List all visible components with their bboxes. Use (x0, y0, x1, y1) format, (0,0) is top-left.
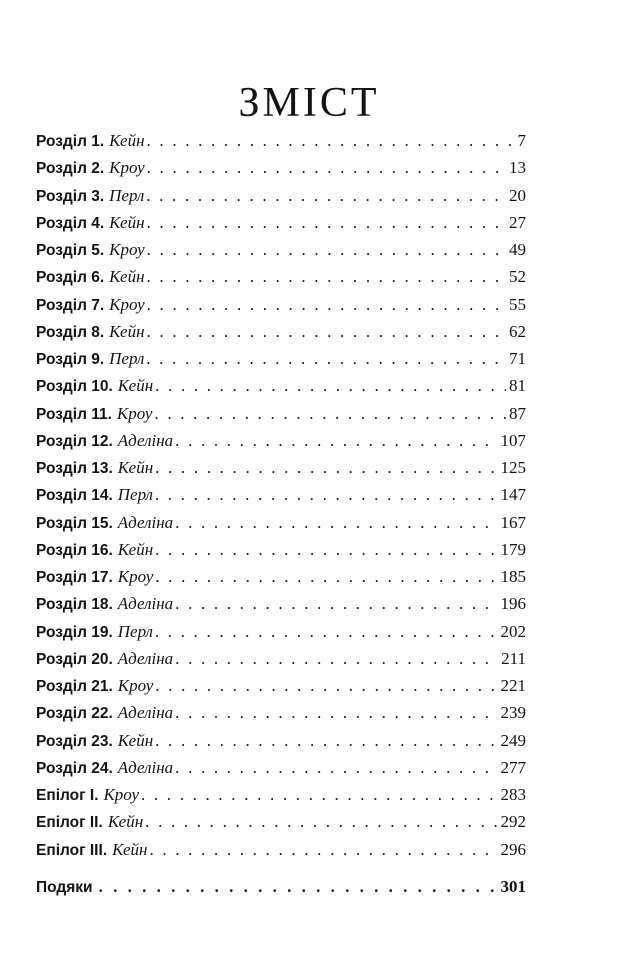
chapter-separator: . (108, 759, 113, 777)
toc-entry[interactable] (36, 481, 526, 508)
dot-leader (146, 345, 506, 372)
dot-leader (147, 209, 506, 236)
chapter-separator: . (99, 296, 105, 314)
chapter-narrator: Кейн (117, 376, 154, 396)
page-number: 20 (509, 185, 526, 205)
page-number: 125 (500, 458, 526, 477)
chapter-separator: . (108, 487, 113, 505)
page-number: 283 (500, 785, 526, 804)
chapter-separator: . (108, 460, 113, 477)
chapter-separator: . (102, 841, 108, 859)
dot-leader (147, 154, 506, 181)
dot-leader (155, 536, 497, 563)
chapter-narrator: Кейн (117, 730, 154, 750)
page-number: 249 (500, 730, 526, 750)
dot-leader (155, 481, 498, 508)
toc-entry[interactable] (36, 618, 526, 645)
page-number: 147 (500, 485, 526, 505)
page-number: 292 (500, 812, 526, 832)
chapter-separator: . (108, 569, 113, 586)
chapter-separator: . (107, 405, 112, 423)
toc-entry[interactable] (36, 209, 526, 236)
dot-leader (175, 645, 498, 672)
toc-entry[interactable] (36, 754, 526, 781)
dot-leader (147, 291, 506, 318)
page-title: ЗМІСТ (238, 80, 380, 126)
dot-leader (155, 372, 506, 399)
chapter-separator: . (99, 214, 105, 232)
page-number: 211 (501, 648, 526, 668)
page-number: 27 (509, 212, 526, 232)
chapter-separator: . (108, 705, 113, 723)
chapter-label: Розділ 19 (36, 623, 109, 641)
chapter-label: Розділ 18 (36, 596, 109, 614)
dot-leader (99, 873, 498, 900)
dot-leader (147, 318, 506, 345)
toc-entry[interactable] (36, 563, 526, 590)
toc-entry[interactable] (36, 727, 526, 754)
chapter-label: Розділ 14 (36, 487, 109, 505)
chapter-separator: . (99, 187, 105, 205)
chapter-narrator: Аделіна (117, 703, 174, 723)
chapter-narrator: Аделіна (117, 757, 174, 777)
toc-entry[interactable] (36, 536, 526, 563)
toc-entry[interactable] (36, 590, 526, 617)
dot-leader (175, 427, 497, 454)
chapter-label: Розділ 5 (36, 242, 100, 259)
chapter-label: Розділ 21 (36, 678, 109, 695)
toc-entry[interactable] (36, 236, 526, 263)
dot-leader (155, 618, 498, 645)
toc-entry[interactable] (36, 836, 526, 863)
chapter-narrator: Перл (117, 485, 153, 505)
dot-leader (155, 563, 497, 590)
entry-label: Подяки (36, 879, 93, 896)
chapter-separator: . (108, 650, 113, 668)
toc-entry[interactable] (36, 182, 526, 209)
chapter-label: Розділ 20 (36, 650, 109, 668)
chapter-separator: . (99, 269, 105, 287)
chapter-separator: . (99, 323, 105, 341)
chapter-narrator: Кроу (109, 240, 145, 259)
toc-entry[interactable] (36, 318, 526, 345)
chapter-narrator: Кейн (117, 458, 154, 477)
table-of-contents (36, 127, 526, 863)
toc-entry[interactable] (36, 672, 526, 699)
chapter-label: Розділ 4 (36, 214, 100, 232)
dot-leader (175, 754, 497, 781)
chapter-narrator: Кейн (109, 212, 145, 232)
chapter-label: Розділ 11 (36, 405, 108, 423)
chapter-label: Розділ 22 (36, 705, 109, 723)
toc-entry[interactable] (36, 154, 526, 181)
chapter-label: Розділ 12 (36, 432, 109, 450)
chapter-narrator: Кроу (109, 158, 145, 178)
chapter-separator: . (99, 133, 105, 150)
chapter-separator: . (108, 623, 113, 641)
dot-leader (155, 672, 497, 699)
toc-entry[interactable] (36, 372, 526, 399)
page-number: 179 (500, 539, 526, 559)
page-number: 221 (500, 676, 526, 695)
chapter-separator: . (108, 732, 113, 750)
page-number: 167 (500, 512, 526, 532)
dot-leader (175, 699, 497, 726)
toc-entry[interactable] (36, 808, 526, 835)
chapter-label: Розділ 2 (36, 160, 100, 178)
chapter-label: Розділ 13 (36, 460, 109, 477)
toc-entry[interactable] (36, 345, 526, 372)
dot-leader (147, 127, 515, 154)
page-number: 49 (509, 240, 526, 259)
chapter-separator: . (98, 814, 103, 832)
chapter-label: Епілог ІІ (36, 814, 99, 832)
page-number: 196 (500, 594, 526, 614)
chapter-label: Розділ 3 (36, 187, 100, 205)
chapter-label: Розділ 8 (36, 323, 100, 341)
chapter-narrator: Кроу (103, 785, 139, 804)
chapter-separator: . (99, 160, 105, 178)
toc-entry[interactable] (36, 645, 526, 672)
dot-leader (141, 781, 498, 808)
toc-entry[interactable] (36, 454, 526, 481)
chapter-narrator: Аделіна (117, 512, 174, 532)
dot-leader (155, 727, 497, 754)
page-number: 55 (509, 294, 526, 314)
chapter-separator: . (108, 432, 113, 450)
chapter-narrator: Кейн (107, 812, 144, 832)
chapter-label: Розділ 1 (36, 133, 100, 150)
chapter-label: Розділ 10 (36, 378, 109, 396)
chapter-narrator: Кейн (117, 539, 154, 559)
toc-entry[interactable] (36, 781, 526, 808)
chapter-separator: . (94, 787, 99, 804)
chapter-narrator: Аделіна (117, 430, 174, 450)
chapter-label: Епілог ІІІ (36, 841, 103, 859)
chapter-label: Розділ 23 (36, 732, 109, 750)
toc-entry[interactable] (36, 127, 526, 154)
chapter-separator: . (108, 678, 113, 695)
chapter-narrator: Аделіна (117, 594, 174, 614)
page-number: 239 (500, 703, 526, 723)
page-number: 185 (500, 567, 526, 586)
page-number: 62 (509, 321, 526, 341)
chapter-narrator: Кейн (109, 321, 145, 341)
page-number: 87 (509, 403, 526, 423)
chapter-separator: . (108, 378, 113, 396)
chapter-narrator: Кейн (109, 131, 145, 150)
chapter-narrator: Перл (109, 185, 145, 205)
chapter-label: Розділ 15 (36, 514, 109, 532)
chapter-label: Розділ 16 (36, 541, 109, 559)
chapter-label: Розділ 17 (36, 569, 109, 586)
chapter-label: Розділ 6 (36, 269, 100, 287)
toc-entry[interactable] (36, 400, 526, 427)
toc-entry-acknowledgements[interactable] (36, 873, 526, 901)
chapter-narrator: Перл (109, 349, 145, 368)
dot-leader (146, 182, 506, 209)
page-number: 81 (509, 376, 526, 396)
chapter-narrator: Кроу (117, 567, 154, 586)
toc-entry[interactable] (36, 699, 526, 726)
chapter-label: Епілог І (36, 787, 95, 804)
dot-leader (147, 236, 506, 263)
chapter-label: Розділ 9 (36, 351, 100, 368)
chapter-narrator: Перл (117, 621, 153, 641)
page-number: 7 (517, 131, 526, 150)
dot-leader (155, 454, 497, 481)
chapter-separator: . (99, 351, 105, 368)
dot-leader (149, 836, 497, 863)
toc-entry[interactable] (36, 509, 526, 536)
chapter-separator: . (99, 242, 105, 259)
dot-leader (175, 509, 497, 536)
chapter-narrator: Кейн (112, 839, 148, 859)
chapter-narrator: Кроу (109, 294, 145, 314)
dot-leader (154, 400, 506, 427)
chapter-separator: . (108, 541, 113, 559)
dot-leader (147, 263, 506, 290)
page-number: 202 (500, 621, 526, 641)
chapter-separator: . (108, 596, 113, 614)
toc-entry[interactable] (36, 291, 526, 318)
page-number: 71 (509, 349, 526, 368)
dot-leader (175, 590, 497, 617)
chapter-label: Розділ 24 (36, 759, 109, 777)
chapter-narrator: Аделіна (117, 648, 174, 668)
chapter-narrator: Кроу (116, 403, 153, 423)
page-number: 107 (500, 430, 526, 450)
page-number: 13 (509, 158, 526, 178)
chapter-narrator: Кроу (117, 676, 154, 695)
toc-entry[interactable] (36, 263, 526, 290)
page-number: 296 (500, 839, 526, 859)
page-number: 301 (500, 877, 526, 896)
page-number: 52 (509, 267, 526, 287)
page-number: 277 (500, 757, 526, 777)
chapter-narrator: Кейн (109, 267, 145, 287)
dot-leader (145, 808, 497, 835)
toc-entry[interactable] (36, 427, 526, 454)
chapter-label: Розділ 7 (36, 296, 100, 314)
chapter-separator: . (108, 514, 113, 532)
